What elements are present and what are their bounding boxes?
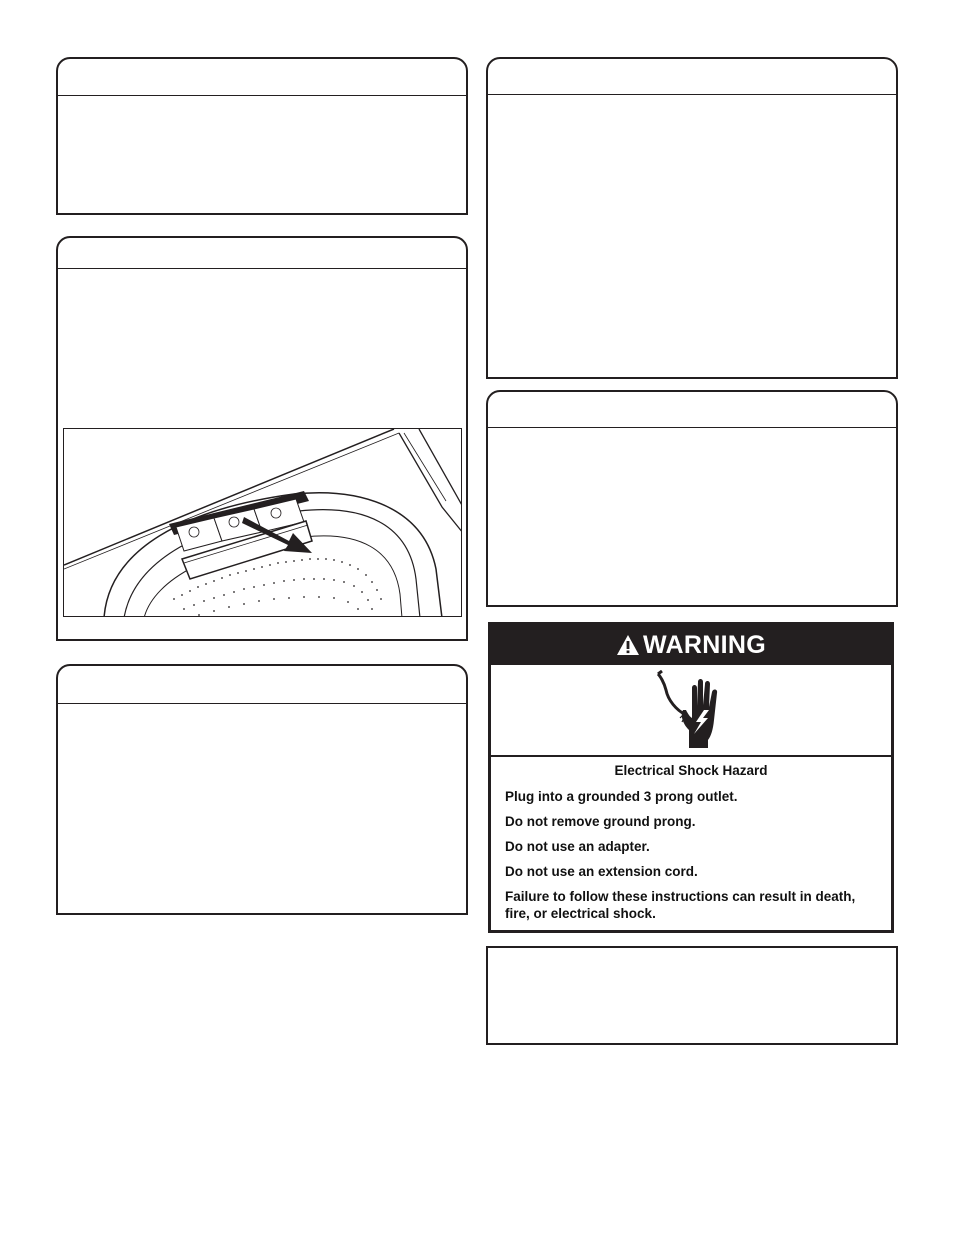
instruction-4: Do not use an extension cord. xyxy=(505,864,698,879)
right-panel-2 xyxy=(486,390,898,607)
hazard-name: Electrical Shock Hazard xyxy=(614,763,768,778)
instruction-3: Do not use an adapter. xyxy=(505,839,650,854)
warning-pictogram-area xyxy=(491,665,891,757)
instruction-2: Do not remove ground prong. xyxy=(505,814,696,829)
dispenser-drawer-illustration xyxy=(63,428,462,617)
warning-title: WARNING xyxy=(643,630,766,659)
panel-tab xyxy=(58,59,466,96)
left-panel-3 xyxy=(56,664,468,915)
electrical-shock-warning xyxy=(488,622,894,933)
washer-dispenser-drawing xyxy=(64,429,462,617)
panel-tab xyxy=(488,392,896,428)
right-bottom-box xyxy=(486,946,898,1045)
warning-text xyxy=(491,757,891,930)
electrical-shock-hand-icon xyxy=(656,670,726,750)
panel-tab xyxy=(488,59,896,95)
left-panel-1 xyxy=(56,57,468,215)
panel-tab xyxy=(58,666,466,704)
right-panel-1 xyxy=(486,57,898,379)
warning-header xyxy=(491,625,891,665)
instruction-5: Failure to follow these instructions can result in death, fire, or electrical shock. xyxy=(505,889,856,921)
warning-triangle-icon xyxy=(616,634,640,656)
left-panel-2 xyxy=(56,236,468,641)
panel-tab xyxy=(58,238,466,269)
instruction-1: Plug into a grounded 3 prong outlet. xyxy=(505,789,738,804)
